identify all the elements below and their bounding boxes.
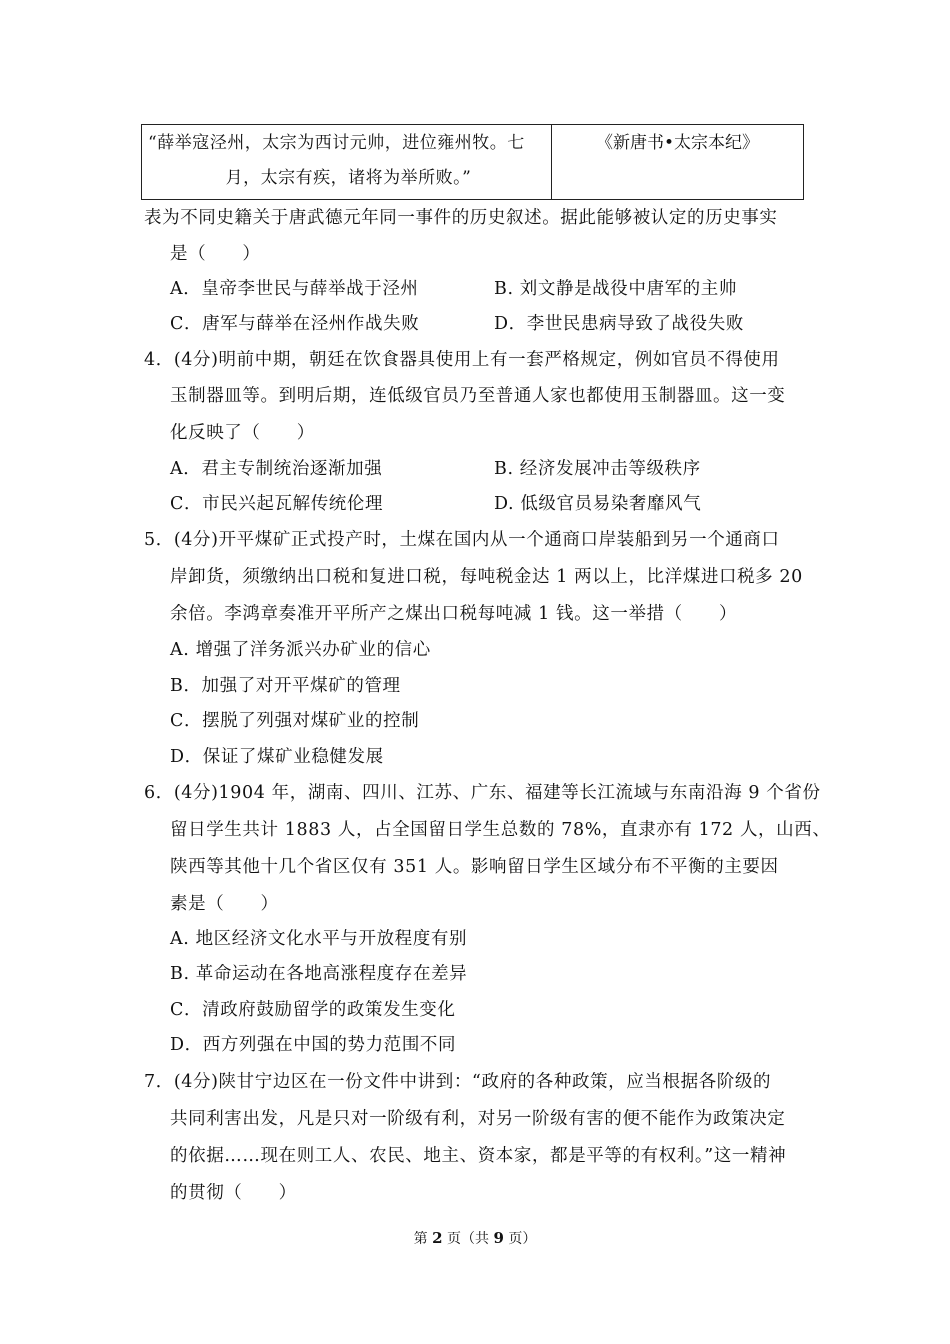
q5-option-a[interactable]: A. 增强了洋务派兴办矿业的信心	[170, 640, 431, 660]
q5-stem-line1: 5．(4分)开平煤矿正式投产时，土煤在国内从一个通商口岸装船到另一个通商口	[144, 530, 780, 550]
footer-suffix: 页）	[508, 1231, 537, 1247]
q4-option-a[interactable]: A．君主专制统治逐渐加强	[170, 459, 383, 479]
page-footer	[0, 1228, 950, 1248]
q6-option-b[interactable]: B. 革命运动在各地高涨程度存在差异	[170, 964, 468, 984]
q7-stem-line1: 7．(4分)陕甘宁边区在一份文件中讲到：“政府的各种政策，应当根据各阶级的	[144, 1072, 772, 1092]
q6-stem-line2: 留日学生共计 1883 人，占全国留日学生总数的 78%，直隶亦有 172 人，山西、	[170, 820, 831, 840]
q4-stem-line2: 玉制器皿等。到明后期，连低级官员乃至普通人家也都使用玉制器皿。这一变	[170, 386, 786, 406]
q6-stem-line4: 素是（ ）	[170, 894, 279, 914]
q5-stem-line3: 余倍。李鸿章奏准开平所产之煤出口税每吨减 1 钱。这一举措（ ）	[170, 604, 738, 624]
q5-stem-line2: 岸卸货，须缴纳出口税和复进口税，每吨税金达 1 两以上，比洋煤进口税多 20	[170, 567, 803, 587]
source-table	[141, 124, 804, 200]
source-quote-cell	[142, 125, 552, 199]
q3-stem-line1: 表为不同史籍关于唐武德元年同一事件的历史叙述。据此能够被认定的历史事实	[144, 208, 778, 228]
q6-option-a[interactable]: A. 地区经济文化水平与开放程度有别	[170, 929, 468, 949]
footer-total-pages: 9	[493, 1229, 504, 1247]
q7-stem-line4: 的贯彻（ ）	[170, 1183, 297, 1203]
q4-option-d[interactable]: D. 低级官员易染奢靡风气	[494, 494, 702, 514]
footer-prefix: 第	[413, 1231, 428, 1247]
q3-option-c[interactable]: C．唐军与薛举在泾州作战失败	[170, 314, 420, 334]
q7-stem-line2: 共同利害出发，凡是只对一阶级有利，对另一阶级有害的便不能作为政策决定	[170, 1109, 786, 1129]
q5-option-c[interactable]: C．摆脱了列强对煤矿业的控制	[170, 711, 420, 731]
q6-option-c[interactable]: C．清政府鼓励留学的政策发生变化	[170, 1000, 456, 1020]
q4-option-b[interactable]: B. 经济发展冲击等级秩序	[494, 459, 701, 479]
source-quote-line1: “薛举寇泾州，太宗为西讨元帅，进位雍州牧。七	[148, 133, 525, 153]
q4-stem-line3: 化反映了（ ）	[170, 423, 315, 443]
q6-stem-line3: 陕西等其他十几个省区仅有 351 人。影响留日学生区域分布不平衡的主要因	[170, 857, 779, 877]
q3-option-a[interactable]: A．皇帝李世民与薛举战于泾州	[170, 279, 419, 299]
q7-stem-line3: 的依据……现在则工人、农民、地主、资本家，都是平等的有权利。”这一精神	[170, 1146, 787, 1166]
source-title-cell: 《新唐书•太宗本纪》	[595, 133, 760, 153]
footer-middle: 页（共	[447, 1231, 489, 1247]
q5-option-b[interactable]: B．加强了对开平煤矿的管理	[170, 676, 401, 696]
q3-stem-line2: 是（ ）	[170, 244, 261, 264]
q6-stem-line1: 6．(4分)1904 年，湖南、四川、江苏、广东、福建等长江流域与东南沿海 9 个省份	[144, 783, 821, 803]
source-quote-line2: 月，太宗有疾，诸将为举所败。”	[225, 168, 472, 188]
q3-option-b[interactable]: B. 刘文静是战役中唐军的主帅	[494, 279, 737, 299]
q4-option-c[interactable]: C．市民兴起瓦解传统伦理	[170, 494, 384, 514]
q4-stem-line1: 4．(4分)明前中期，朝廷在饮食器具使用上有一套严格规定，例如官员不得使用	[144, 350, 780, 370]
q5-option-d[interactable]: D．保证了煤矿业稳健发展	[170, 747, 384, 767]
footer-page-number: 2	[432, 1229, 443, 1247]
q3-option-d[interactable]: D．李世民患病导致了战役失败	[494, 314, 744, 334]
q6-option-d[interactable]: D．西方列强在中国的势力范围不同	[170, 1035, 457, 1055]
